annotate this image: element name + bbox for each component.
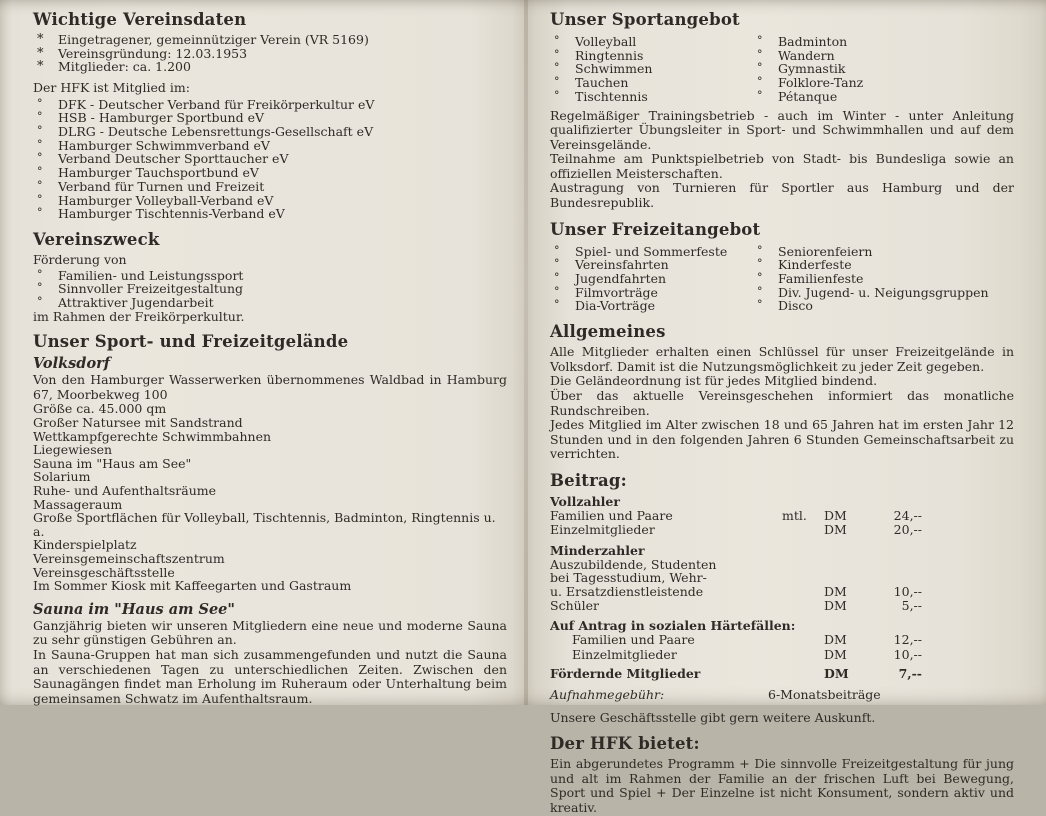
list-item	[753, 286, 1014, 300]
fee-row	[550, 633, 922, 647]
section-title-allgemeines: Allgemeines	[550, 322, 666, 342]
fee-name: Schüler	[550, 598, 600, 614]
list-item-text: Hamburger Tauchsportbund eV	[58, 165, 259, 181]
fee-group-vollzahler: Vollzahler	[550, 493, 620, 509]
fee-amount: 10,--	[893, 646, 922, 662]
list-item-text: Div. Jugend- u. Neigungsgruppen	[778, 284, 989, 300]
fee-name: Einzelmitglieder	[572, 646, 677, 662]
list-item	[550, 299, 753, 313]
right-column	[550, 8, 1014, 816]
list-item-text: Gymnastik	[778, 61, 846, 77]
list-item	[753, 258, 1014, 272]
list-item	[33, 194, 507, 208]
freizeitangebot-col2	[753, 245, 1014, 314]
circle-bullet-icon: °	[554, 243, 560, 257]
membership-list	[33, 98, 507, 221]
fee-amount: 24,--	[893, 507, 922, 523]
list-item-text: Spiel- und Sommerfeste	[575, 243, 728, 259]
list-item-text: Folklore-Tanz	[778, 75, 864, 91]
list-item	[753, 90, 1014, 104]
circle-bullet-icon: °	[37, 178, 43, 192]
list-item-text: Familien- und Leistungssport	[58, 267, 244, 283]
sportangebot-lists	[550, 33, 1014, 104]
circle-bullet-icon: °	[757, 284, 763, 298]
sauna-paragraph: Ganzjährig bieten wir unseren Mitgliedern eine neue und moderne Sauna zu sehr günstigen Gebühren an.	[33, 617, 507, 648]
section-title-freizeitangebot: Unser Freizeitangebot	[550, 219, 761, 239]
aufnahmegebuehr-value: 6-Monatsbeiträge	[768, 687, 881, 703]
fee-row	[550, 523, 922, 537]
list-item-text: Wandern	[778, 47, 835, 63]
fee-row-aufnahmegebuehr	[550, 687, 922, 702]
section-title-vereinszweck: Vereinszweck	[33, 229, 160, 249]
circle-bullet-icon: °	[757, 34, 763, 47]
vereinszweck-outro: im Rahmen der Freikörperkultur.	[33, 308, 245, 324]
facility-line: Liegewiesen	[33, 442, 113, 458]
list-item-text: Filmvorträge	[575, 284, 658, 300]
list-item-text: Hamburger Schwimmverband eV	[58, 137, 270, 153]
list-item-text: Verband für Turnen und Freizeit	[58, 178, 265, 194]
circle-bullet-icon: °	[554, 298, 560, 312]
list-item-text: Kinderfeste	[778, 257, 852, 273]
membership-intro: Der HFK ist Mitglied im:	[33, 80, 190, 96]
vereinszweck-list	[33, 269, 507, 310]
list-item	[753, 272, 1014, 286]
fee-amount: 10,--	[893, 583, 922, 599]
fee-prefix	[782, 667, 824, 681]
asterisk-bullet-icon: *	[37, 32, 44, 47]
fee-name: u. Ersatzdienstleistende	[550, 583, 704, 599]
circle-bullet-icon: °	[554, 34, 560, 47]
list-item	[753, 76, 1014, 90]
circle-bullet-icon: °	[37, 206, 43, 220]
circle-bullet-icon: °	[554, 88, 560, 102]
fee-name: Familien und Paare	[550, 507, 673, 523]
list-item-text: Jugendfahrten	[575, 271, 667, 287]
circle-bullet-icon: °	[37, 124, 43, 138]
list-item	[550, 258, 753, 272]
training-paragraph: Austragung von Turnieren für Sportler aus Hamburg und der Bundesrepublik.	[550, 180, 1014, 211]
list-item	[550, 245, 753, 259]
circle-bullet-icon: °	[37, 267, 43, 281]
list-item-text: Badminton	[778, 34, 848, 49]
list-item	[33, 47, 507, 61]
circle-bullet-icon: °	[37, 96, 43, 110]
vereinszweck-intro: Förderung von	[33, 251, 127, 267]
fee-currency: DM	[824, 583, 847, 599]
list-item-text: Disco	[778, 298, 813, 314]
list-item	[550, 76, 753, 90]
fee-amount: 7,--	[898, 665, 922, 681]
circle-bullet-icon: °	[37, 281, 43, 295]
circle-bullet-icon: °	[554, 271, 560, 285]
list-item	[33, 60, 507, 74]
fee-name: Einzelmitglieder	[550, 522, 655, 538]
list-item	[33, 180, 507, 194]
list-item-text: Seniorenfeiern	[778, 243, 873, 259]
fee-desc-line: Auszubildende, Studenten	[550, 556, 717, 572]
list-item	[753, 62, 1014, 76]
list-item	[33, 166, 507, 180]
hfk-bietet-paragraph: Ein abgerundetes Programm + Die sinnvolle Freizeitgestaltung für jung und alt im Rahmen der Familie an der frischen Luft bei Bewegung, Sport und Spiel + Der Einzelne ist nicht Konsument, sondern aktiv und kreativ.	[550, 756, 1014, 815]
list-item-text: Tischtennis	[575, 88, 648, 104]
circle-bullet-icon: °	[757, 47, 763, 61]
list-item	[33, 269, 507, 283]
list-item	[33, 296, 507, 310]
list-item-text: Vereinsgründung: 12.03.1953	[58, 45, 248, 61]
list-item	[33, 139, 507, 153]
circle-bullet-icon: °	[37, 192, 43, 206]
fee-group-minderzahler: Minderzahler	[550, 542, 645, 558]
allgemeines-paragraph: Jedes Mitglied im Alter zwischen 18 und 65 Jahren hat im ersten Jahr 12 Stunden und in den folgenden Jahren 6 Stunden Gemeinschaftsarbeit zu verrichten.	[550, 417, 1014, 462]
fee-currency: DM	[824, 522, 847, 538]
list-item	[550, 90, 753, 104]
list-item	[33, 33, 507, 47]
asterisk-bullet-icon: *	[37, 59, 44, 75]
training-paragraph: Teilnahme am Punktspielbetrieb von Stadt- bis Bundesliga sowie an offiziellen Meisterschaften.	[550, 151, 1014, 181]
freizeitangebot-lists	[550, 243, 1014, 314]
fee-table	[550, 494, 922, 702]
facility-line: Vereinsgeschäftsstelle	[33, 564, 175, 580]
list-item	[33, 111, 507, 125]
section-title-beitrag: Beitrag:	[550, 470, 627, 490]
allgemeines-paragraph: Die Geländeordnung ist für jedes Mitglied bindend.	[550, 373, 878, 389]
volksdorf-intro: Von den Hamburger Wasserwerken übernommenes Waldbad in Hamburg 67, Moorbekweg 100	[33, 372, 507, 402]
facility-line: Kinderspielplatz	[33, 537, 137, 553]
facility-line: Größe ca. 45.000 qm	[33, 401, 167, 417]
circle-bullet-icon: °	[37, 110, 43, 124]
subsection-title-sauna: Sauna im "Haus am See"	[33, 600, 235, 618]
list-item	[33, 282, 507, 296]
circle-bullet-icon: °	[554, 284, 560, 298]
list-item-text: Eingetragener, gemeinnütziger Verein (VR 5169)	[58, 32, 369, 47]
fee-prefix	[782, 585, 824, 599]
list-item-text: Tauchen	[575, 75, 629, 91]
list-item	[550, 62, 753, 76]
fee-row-foerdernde	[550, 667, 922, 681]
fee-amount: 20,--	[893, 522, 922, 538]
fee-prefix	[782, 599, 824, 613]
list-item-text: Verband Deutscher Sporttaucher eV	[58, 151, 289, 167]
freizeitangebot-col1	[550, 245, 753, 314]
fee-name: Fördernde Mitglieder	[550, 665, 701, 681]
list-item	[550, 49, 753, 63]
fee-group-haertefaelle: Auf Antrag in sozialen Härtefällen:	[550, 618, 796, 634]
aufnahmegebuehr-label: Aufnahmegebühr:	[550, 687, 665, 703]
circle-bullet-icon: °	[757, 257, 763, 271]
list-item-text: Schwimmen	[575, 61, 653, 77]
list-item	[550, 35, 753, 49]
auskunft-note: Unsere Geschäftsstelle gibt gern weitere Auskunft.	[550, 710, 876, 726]
facility-line: Im Sommer Kiosk mit Kaffeegarten und Gastraum	[33, 578, 352, 594]
circle-bullet-icon: °	[554, 257, 560, 271]
fee-currency: DM	[824, 632, 847, 648]
fee-currency: DM	[824, 598, 847, 614]
list-item	[33, 98, 507, 112]
fee-amount: 12,--	[893, 632, 922, 648]
list-item	[753, 35, 1014, 49]
list-item-text: Dia-Vorträge	[575, 298, 656, 314]
circle-bullet-icon: °	[757, 271, 763, 285]
circle-bullet-icon: °	[554, 75, 560, 89]
list-item	[753, 49, 1014, 63]
list-item-text: Familienfeste	[778, 271, 864, 287]
circle-bullet-icon: °	[37, 294, 43, 308]
sportangebot-col2	[753, 35, 1014, 104]
allgemeines-paragraph: Alle Mitglieder erhalten einen Schlüssel für unser Freizeitgelände in Volksdorf. Damit ist die Nutzungsmöglichkeit zu jeder Zeit gegeben.	[550, 344, 1014, 374]
sportangebot-col1	[550, 35, 753, 104]
fee-row	[550, 648, 922, 662]
list-item-text: Volleyball	[575, 34, 637, 49]
list-item-text: DFK - Deutscher Verband für Freikörperkultur eV	[58, 96, 375, 112]
fee-prefix	[782, 633, 824, 647]
list-item	[550, 272, 753, 286]
section-title-sportangebot: Unser Sportangebot	[550, 10, 740, 29]
list-item-text: Mitglieder: ca. 1.200	[58, 59, 191, 75]
list-item-text: Pétanque	[778, 88, 838, 104]
circle-bullet-icon: °	[554, 47, 560, 61]
fee-prefix: mtl.	[782, 507, 807, 523]
facility-line: Sauna im "Haus am See"	[33, 455, 192, 471]
facility-line: Massageraum	[33, 496, 123, 512]
fee-row	[550, 585, 922, 599]
circle-bullet-icon: °	[37, 151, 43, 165]
left-column	[33, 8, 507, 706]
circle-bullet-icon: °	[554, 61, 560, 75]
facility-line: Große Sportflächen für Volleyball, Tischtennis, Badminton, Ringtennis u. a.	[33, 510, 496, 539]
fee-row	[550, 509, 922, 523]
circle-bullet-icon: °	[757, 61, 763, 75]
list-item-text: Attraktiver Jugendarbeit	[58, 294, 214, 310]
fee-prefix	[782, 648, 824, 662]
list-item-text: Sinnvoller Freizeitgestaltung	[58, 281, 244, 297]
list-item-text: DLRG - Deutsche Lebensrettungs-Gesellschaft eV	[58, 124, 374, 140]
fee-amount: 5,--	[901, 598, 922, 614]
list-item	[33, 125, 507, 139]
list-item-text: Vereinsfahrten	[575, 257, 669, 273]
list-item	[753, 245, 1014, 259]
list-item	[753, 299, 1014, 313]
training-paragraph: Regelmäßiger Trainingsbetrieb - auch im Winter - unter Anleitung qualifizierter Übungsleiter in Sport- und Schwimmhallen und auf dem Vereinsgelände.	[550, 107, 1014, 152]
facility-line: Vereinsgemeinschaftszentrum	[33, 550, 225, 566]
facility-line: Solarium	[33, 469, 91, 485]
circle-bullet-icon: °	[37, 137, 43, 151]
list-item	[550, 286, 753, 300]
list-item-text: Hamburger Volleyball-Verband eV	[58, 192, 274, 208]
section-title-vereinsdaten: Wichtige Vereinsdaten	[33, 10, 247, 29]
circle-bullet-icon: °	[37, 165, 43, 179]
page-fold-crease	[524, 0, 528, 705]
facility-line: Wettkampfgerechte Schwimmbahnen	[33, 428, 272, 444]
circle-bullet-icon: °	[757, 75, 763, 89]
facility-line: Ruhe- und Aufenthaltsräume	[33, 482, 217, 498]
asterisk-bullet-icon: *	[37, 45, 44, 61]
facility-line: Großer Natursee mit Sandstrand	[33, 415, 243, 431]
fee-desc-line: bei Tagesstudium, Wehr-	[550, 570, 707, 586]
allgemeines-paragraph: Über das aktuelle Vereinsgeschehen informiert das monatliche Rundschreiben.	[550, 387, 1014, 418]
subsection-title-volksdorf: Volksdorf	[33, 355, 110, 373]
fee-row	[550, 599, 922, 613]
circle-bullet-icon: °	[757, 88, 763, 102]
section-title-hfk-bietet: Der HFK bietet:	[550, 734, 700, 754]
sauna-paragraph: In Sauna-Gruppen hat man sich zusammengefunden und nutzt die Sauna an verschiedenen Tagen zu unterschiedlichen Zeiten. Zwischen den Saunagängen findet man Erholung im Ruheraum oder Unterhaltung beim gemeinsamen Schwatz im Aufenthaltsraum.	[33, 646, 507, 706]
list-item	[33, 207, 507, 221]
vereinsdaten-list	[33, 33, 507, 74]
circle-bullet-icon: °	[757, 298, 763, 312]
fee-currency: DM	[824, 646, 847, 662]
list-item-text: Hamburger Tischtennis-Verband eV	[58, 206, 285, 222]
fee-prefix	[782, 523, 824, 537]
list-item-text: Ringtennis	[575, 47, 644, 63]
section-title-gelaende: Unser Sport- und Freizeitgelände	[33, 332, 349, 352]
fee-currency: DM	[824, 665, 849, 681]
fee-name: Familien und Paare	[572, 632, 695, 648]
fee-currency: DM	[824, 507, 847, 523]
circle-bullet-icon: °	[757, 243, 763, 257]
list-item-text: HSB - Hamburger Sportbund eV	[58, 110, 264, 126]
list-item	[33, 152, 507, 166]
